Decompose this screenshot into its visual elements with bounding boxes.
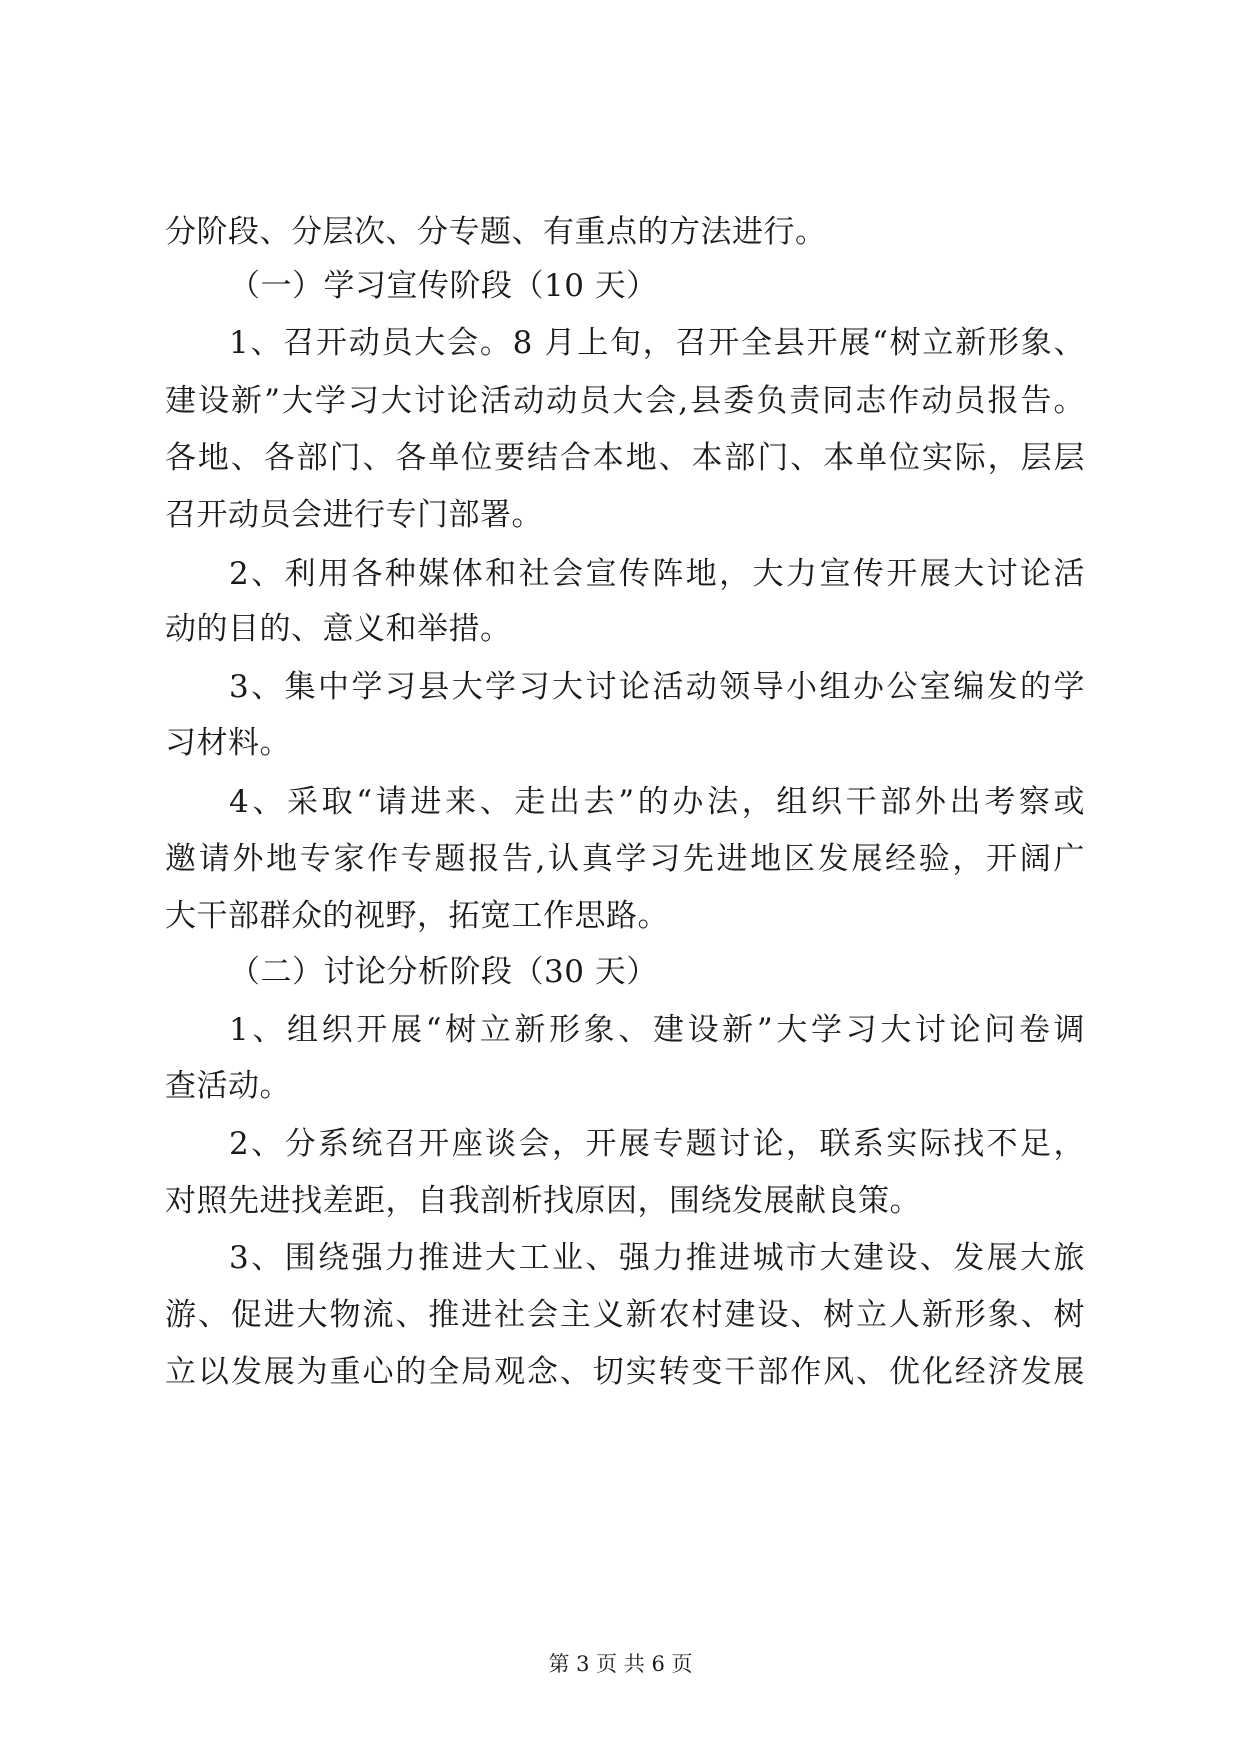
paragraph-line: 各地、各部门、各单位要结合本地、本部门、本单位实际，层层	[165, 440, 1085, 476]
paragraph-line: 大干部群众的视野，拓宽工作思路。	[165, 898, 669, 934]
paragraph-line: 游、促进大物流、推进社会主义新农村建设、树立人新形象、树	[165, 1297, 1085, 1333]
paragraph-line: 1、组织开展“树立新形象、建设新”大学习大讨论问卷调	[229, 1012, 1085, 1048]
paragraph-line: 分阶段、分层次、分专题、有重点的方法进行。	[165, 214, 827, 250]
paragraph-line: 1、召开动员大会。8 月上旬，召开全县开展“树立新形象、	[229, 325, 1085, 361]
section-heading: （一）学习宣传阶段（10 天）	[229, 268, 658, 304]
paragraph-line: 3、围绕强力推进大工业、强力推进城市大建设、发展大旅	[229, 1240, 1085, 1276]
section-heading: （二）讨论分析阶段（30 天）	[229, 954, 658, 990]
paragraph-line: 立以发展为重心的全局观念、切实转变干部作风、优化经济发展	[165, 1354, 1085, 1390]
paragraph-line: 4、采取“请进来、走出去”的办法，组织干部外出考察或	[229, 784, 1085, 820]
paragraph-line: 召开动员会进行专门部署。	[165, 497, 543, 533]
paragraph-line: 3、集中学习县大学习大讨论活动领导小组办公室编发的学	[229, 669, 1085, 705]
paragraph-line: 2、利用各种媒体和社会宣传阵地，大力宣传开展大讨论活	[229, 556, 1085, 592]
paragraph-line: 对照先进找差距，自我剖析找原因，围绕发展献良策。	[165, 1183, 921, 1219]
paragraph-line: 邀请外地专家作专题报告,认真学习先进地区发展经验，开阔广	[165, 841, 1085, 877]
page-number-footer: 第 3 页 共 6 页	[548, 1652, 693, 1676]
paragraph-line: 动的目的、意义和举措。	[165, 611, 512, 647]
paragraph-line: 查活动。	[165, 1068, 291, 1104]
paragraph-line: 建设新”大学习大讨论活动动员大会,县委负责同志作动员报告。	[165, 383, 1085, 419]
paragraph-line: 习材料。	[165, 725, 291, 761]
paragraph-line: 2、分系统召开座谈会，开展专题讨论，联系实际找不足，	[229, 1126, 1085, 1162]
